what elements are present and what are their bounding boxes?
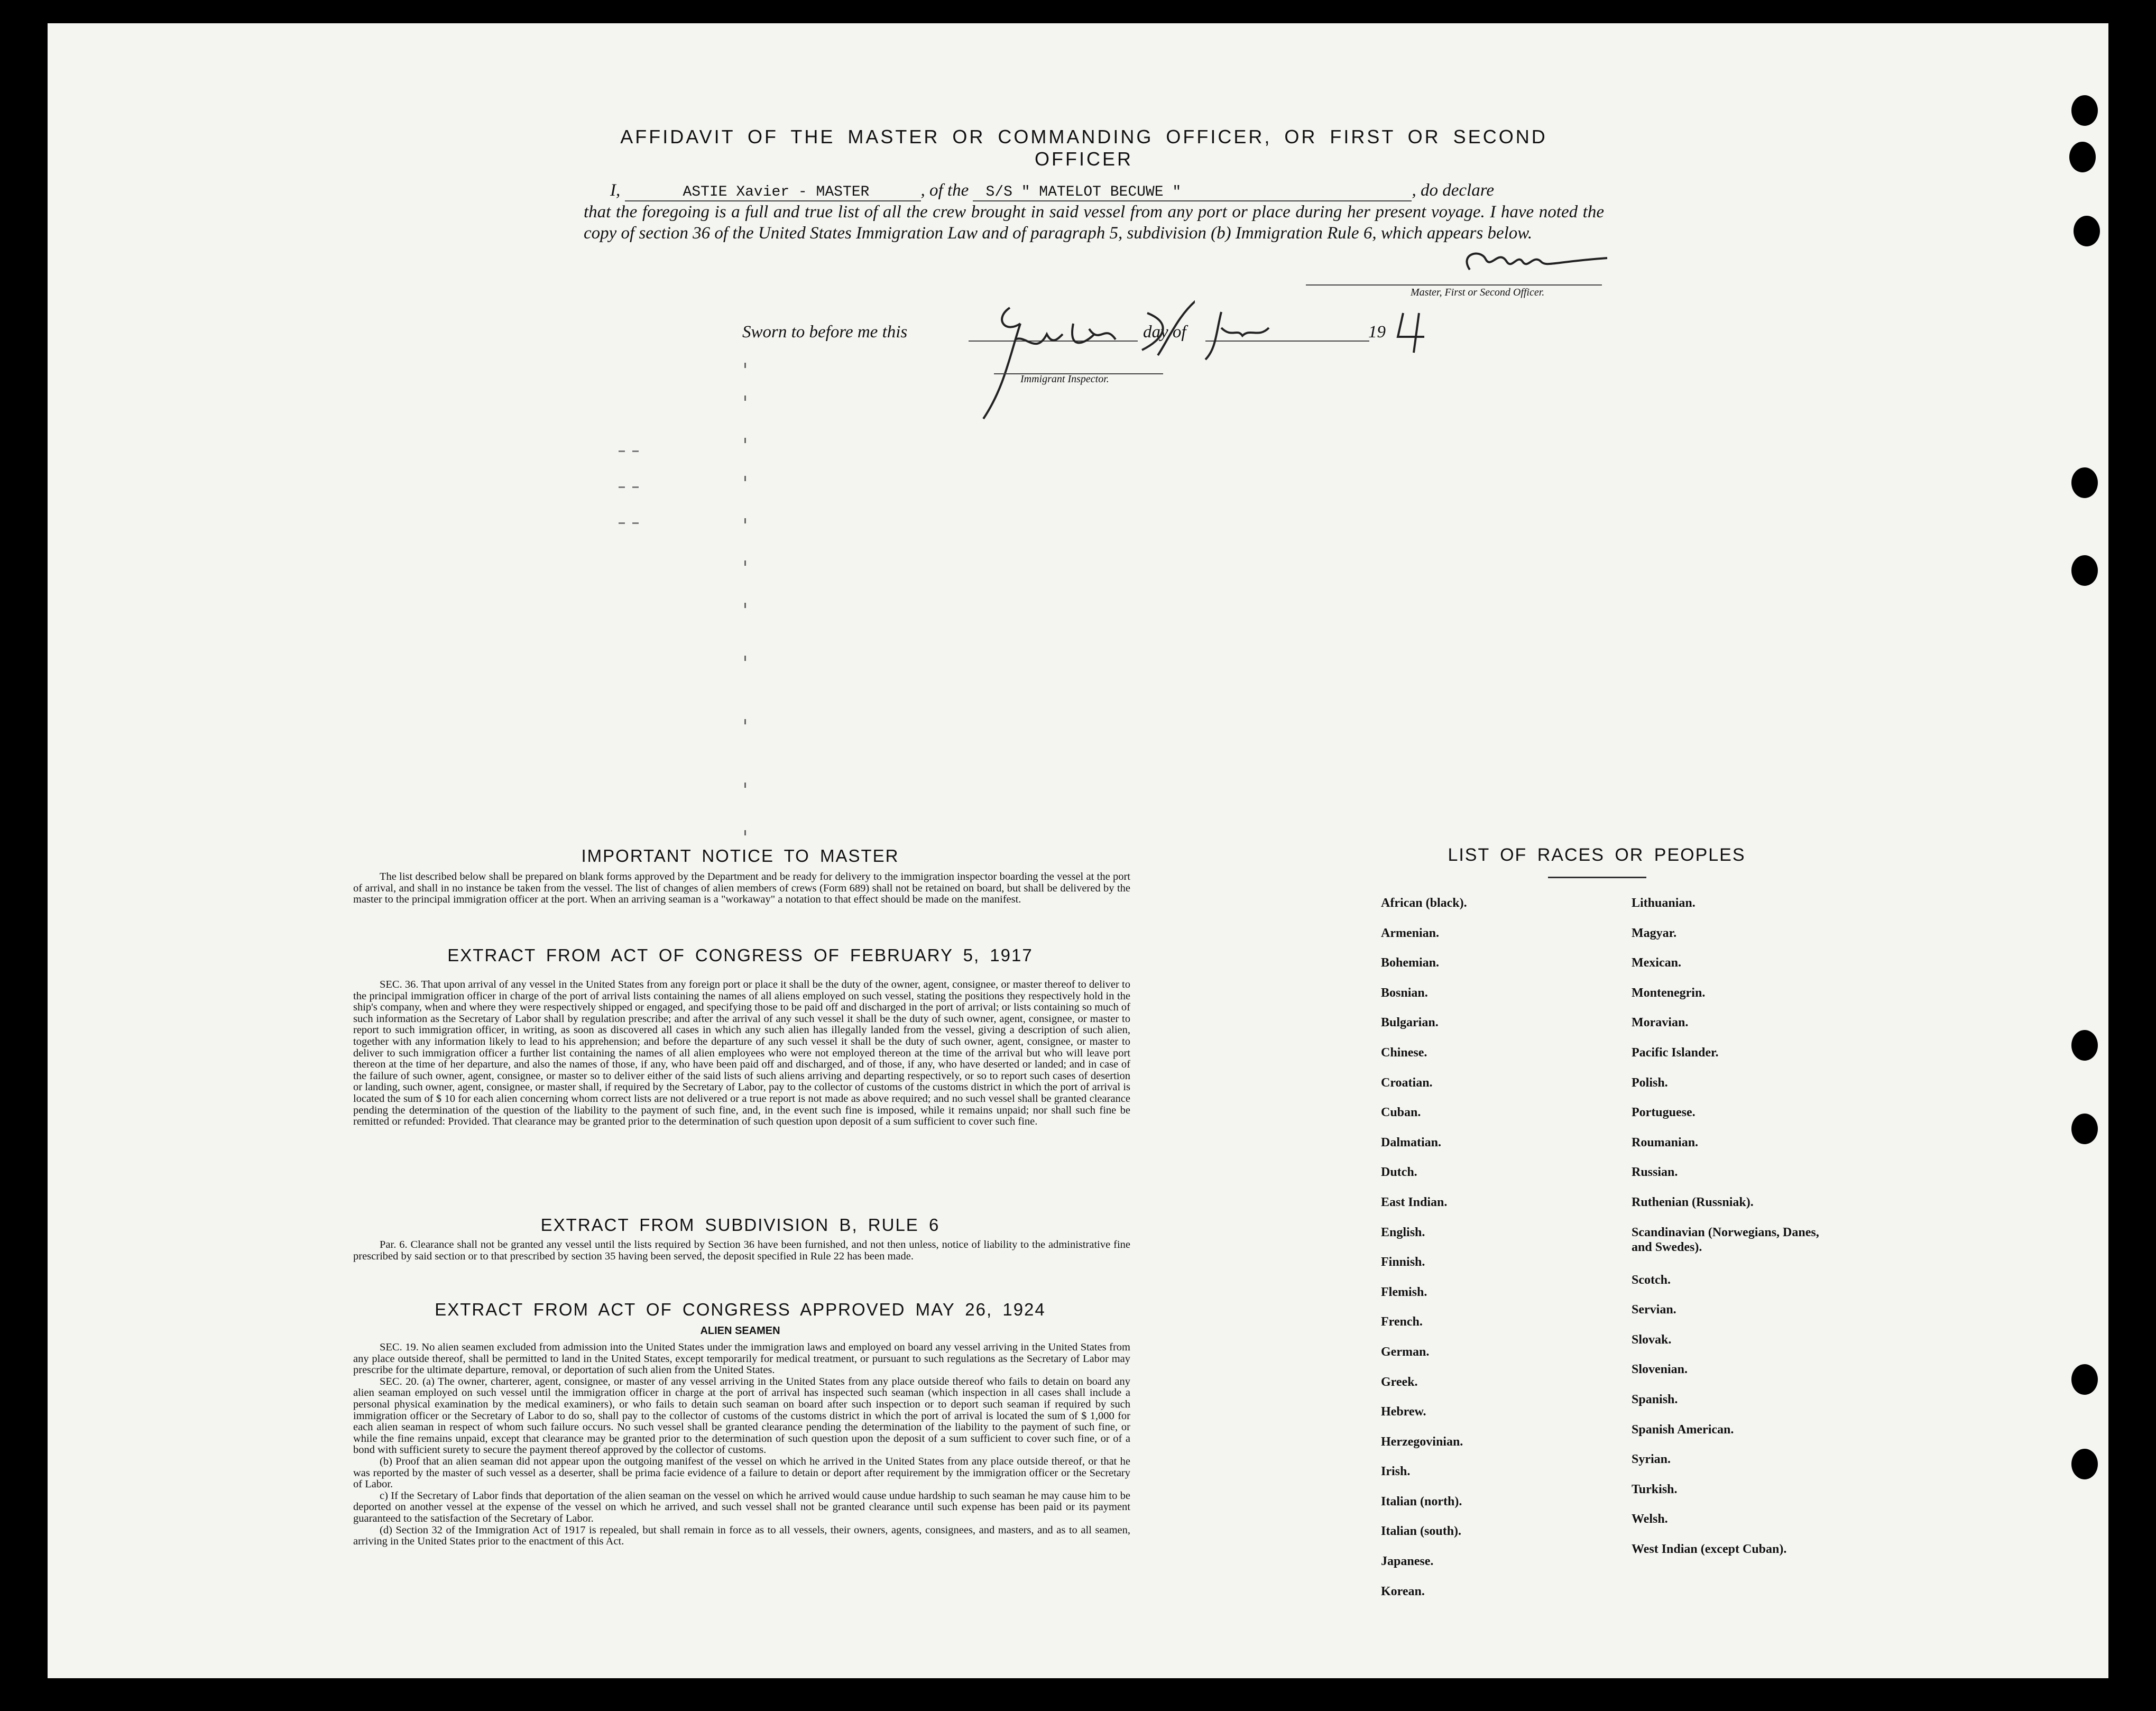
race-item: Bosnian. (1381, 986, 1428, 1000)
race-item: Croatian. (1381, 1075, 1433, 1090)
notice-text: The list described below shall be prepared on blank forms approved by the Department and be ready for delivery to the immigration inspector boarding the vessel at the port of arrival, and shall in no instance be taken from the vessel. The list of changes of alien members of crews (Form 689) shall not be retained on board, but shall be delivered by the master to the principal immigration officer at the port. When an arriving seaman is a "workaway" a notation to that effect should be made on the manifest. (353, 871, 1130, 906)
race-item: Mexican. (1632, 956, 1681, 970)
races-title: LIST OF RACES OR PEOPLES (1448, 845, 1746, 865)
race-item: Portuguese. (1632, 1106, 1696, 1120)
race-item: Roumanian. (1632, 1135, 1699, 1149)
margin-mark (744, 363, 746, 368)
declaration-body: that the foregoing is a full and true list of all the crew brought in said vessel from any port or place during her present voyage. I have noted the copy of section 36 of the United States Immigration Law and of paragraph 5, subdivision (b) Immigration Rule 6, which appears below. (584, 203, 1604, 243)
race-item: Japanese. (1381, 1554, 1434, 1569)
race-item: Magyar. (1632, 926, 1677, 940)
race-item: Welsh. (1632, 1512, 1668, 1526)
affidavit-title: AFFIDAVIT OF THE MASTER OR COMMANDING OFFICER, OR FIRST OR SECOND OFFICER (620, 126, 1547, 170)
margin-mark (744, 830, 746, 835)
punch-hole (2071, 1030, 2098, 1061)
race-item: Hebrew. (1381, 1405, 1426, 1419)
race-item: Scandinavian (Norwegians, Danes, and Swedes). (1632, 1225, 1819, 1254)
race-item: Flemish. (1381, 1285, 1427, 1299)
race-item: Scotch. (1632, 1273, 1671, 1287)
margin-mark (632, 486, 639, 488)
margin-mark (744, 395, 746, 401)
race-item: Irish. (1381, 1465, 1411, 1479)
margin-mark (744, 438, 746, 443)
sec-19: SEC. 19. No alien seamen excluded from admission into the United States under the immigration laws and employed on board any vessel arriving in the United States from any place outside thereof, shall be permitted to land in the United States, except temporarily for medical treatment, or pursuant to such regulations as the Secretary of Labor may prescribe for the ultimate departure, removal, or deportation of such alien from the United States. (353, 1341, 1130, 1376)
margin-mark (632, 522, 639, 524)
extract-1924-text (353, 1342, 1130, 1548)
race-item: Polish. (1632, 1075, 1668, 1090)
year-text: 19 (1368, 323, 1386, 342)
punch-hole (2071, 1364, 2098, 1395)
vessel-name-field: S/S " MATELOT BECUWE " (973, 185, 1412, 201)
punch-hole (2074, 216, 2100, 246)
notice-title: IMPORTANT NOTICE TO MASTER (581, 846, 899, 866)
race-item: Dutch. (1381, 1165, 1417, 1180)
margin-mark (744, 476, 746, 481)
race-item: Cuban. (1381, 1106, 1421, 1120)
races-title-underline (1548, 877, 1646, 878)
race-item: Chinese. (1381, 1045, 1427, 1060)
affidavit-text (584, 180, 1604, 244)
race-item: Syrian. (1632, 1452, 1671, 1467)
race-item: French. (1381, 1315, 1423, 1329)
extract-1924-title: EXTRACT FROM ACT OF CONGRESS APPROVED MAY 26, 1924 (435, 1300, 1046, 1319)
margin-mark (744, 603, 746, 608)
race-item: Turkish. (1632, 1482, 1678, 1496)
declaration-line: I, ASTIE Xavier - MASTER , of the S/S " MATELOT BECUWE " , do declare (610, 181, 1494, 200)
month-handwriting (1200, 307, 1285, 365)
punch-hole (2069, 142, 2096, 172)
race-item: Ruthenian (Russniak). (1632, 1195, 1754, 1209)
sec-20d: (d) Section 32 of the Immigration Act of 1917 is repealed, but shall remain in force as to all vessels, their owners, agents, consignees, and masters, and as to all seamen, arriving in the United States prior to the enactment of this Act. (353, 1524, 1130, 1548)
margin-mark (744, 560, 746, 566)
master-name-field: ASTIE Xavier - MASTER (625, 185, 921, 201)
inspector-caption: Immigrant Inspector. (1020, 373, 1109, 385)
race-item: Servian. (1632, 1303, 1676, 1317)
race-item: Armenian. (1381, 926, 1439, 940)
margin-mark (632, 450, 639, 452)
races-column-1 (1381, 896, 1603, 1614)
race-item: Pacific Islander. (1632, 1045, 1719, 1060)
race-item: East Indian. (1381, 1195, 1448, 1209)
punch-hole (2071, 95, 2098, 126)
margin-mark (744, 656, 746, 661)
signature-caption: Master, First or Second Officer. (1411, 287, 1545, 298)
day-of-text: day of (1143, 323, 1186, 342)
race-item: Spanish American. (1632, 1422, 1734, 1437)
extract-rule6-title: EXTRACT FROM SUBDIVISION B, RULE 6 (540, 1215, 940, 1235)
race-item: Slovenian. (1632, 1363, 1688, 1377)
race-item: Italian (south). (1381, 1524, 1462, 1539)
race-item: Russian. (1632, 1165, 1678, 1180)
margin-mark (744, 518, 746, 523)
punch-hole (2071, 555, 2098, 586)
margin-mark (619, 486, 625, 488)
race-item: Italian (north). (1381, 1494, 1462, 1508)
races-column-2 (1632, 896, 1822, 1571)
margin-mark (744, 783, 746, 788)
extract-1917-text: SEC. 36. That upon arrival of any vessel in the United States from any foreign port or place it shall be the duty of the owner, agent, consignee, or master thereof to deliver to the principal immigration officer in charge of the port of arrival lists containing the names of all aliens employed on such vessel, stating the positions they respectively hold in the ship's company, when and where they were respectively shipped or engaged, and specifying those to be paid off and discharged in the port of arrival; or lists containing so much of such information as the Secretary of Labor shall by regulation prescribe; and after the arrival of any such vessel it shall be the duty of such owner, agent, consignee, or master to report to such immigration officer, in writing, as soon as discovered all cases in which any such alien has illegally landed from the vessel, giving a description of such alien, together with any information likely to lead to his apprehension; and before the departure of any such vessel it shall be the duty of such owner, agent, consignee, or master to deliver to such immigration officer a further list containing the names of all alien employees who were not employed thereon at the time of the arrival but who will leave port thereon at the time of her departure, and also the names of those, if any, who have been paid off and discharged, and of those, if any, who have deserted or landed; and in case of the failure of such owner, agent, consignee, or master so to deliver either of the said lists of such aliens arriving and departing respectively, or so to report such cases of desertion or landing, such owner, agent, consignee, or master shall, if required by the Secretary of Labor, pay to the collector of customs of the customs district in which the port of arrival is located the sum of $ 10 for each alien concerning whom correct lists are not delivered or a true report is not made as above required; and no such vessel shall be granted clearance pending the determination of the question of the liability to the payment of such fine, and, in the event such fine is imposed, while it remains unpaid; nor shall such fine be remitted or refunded: Provided. That clearance may be granted prior to the determination of such question upon deposit of a sum sufficient to cover such fine. (353, 979, 1130, 1128)
year-handwriting (1393, 308, 1435, 355)
race-item: Dalmatian. (1381, 1135, 1441, 1149)
race-item: Finnish. (1381, 1255, 1425, 1270)
race-item: Montenegrin. (1632, 986, 1706, 1000)
margin-mark (619, 450, 625, 452)
extract-rule6-text: Par. 6. Clearance shall not be granted any vessel until the lists required by Section 36 have been furnished, and not then unless, notice of liability to the administrative fine prescribed by said section or to that prescribed by section 35 having been served, the deposit specified in Rule 22 has been made. (353, 1239, 1130, 1262)
margin-mark (744, 719, 746, 724)
extract-1917-title: EXTRACT FROM ACT OF CONGRESS OF FEBRUARY 5, 1917 (447, 945, 1033, 965)
sec-20c: c) If the Secretary of Labor finds that deportation of the alien seaman on the vessel on which he arrived would cause undue hardship to such seaman he may cause him to be deported on another vessel at the expense of the vessel on which he arrived, and such vessel shall not be granted clearance until such expense has been paid or its payment guaranteed to the satisfaction of the Secretary of Labor. (353, 1489, 1130, 1524)
race-item: Lithuanian. (1632, 896, 1696, 910)
race-item: West Indian (except Cuban). (1632, 1542, 1787, 1556)
punch-hole (2071, 1449, 2098, 1479)
race-item: Greek. (1381, 1375, 1418, 1389)
race-item: Spanish. (1632, 1392, 1678, 1406)
sec-20b: (b) Proof that an alien seaman did not appear upon the outgoing manifest of the vessel on which he arrived in the United States from any place outside thereof, or that he was reported by the master of such vessel as a deserter, shall be prima facie evidence of a failure to detain or deport after requirement by the immigration officer or the Secretary of Labor. (353, 1455, 1130, 1491)
race-item: Slovak. (1632, 1332, 1672, 1347)
race-item: Bulgarian. (1381, 1016, 1439, 1030)
race-item: Bohemian. (1381, 956, 1440, 970)
punch-hole (2071, 1114, 2098, 1144)
sec-20a: SEC. 20. (a) The owner, charterer, agent, consignee, or master of any vessel arriving in the United States from any place outside thereof who fails to detain on board any alien seaman employed on such vessel until the immigration officer in charge at the port of arrival has inspected such seaman (which inspection in all cases shall include a personal physical examination by the medical examiners), or who fails to detain such seaman on board after such inspection or to deport such seaman if required by such immigration officer or the Secretary of Labor to do so, shall pay to the collector of customs of the customs district in which the port of arrival is located the sum of $ 1,000 for each alien seaman in respect of whom such failure occurs. No such vessel shall be granted clearance pending the determination of the liability to the payment of such fine, or while the fine remains unpaid, except that clearance may be granted prior to the determination of such question upon the deposit of a sum sufficient to cover such fine, or of a bond with sufficient surety to secure the payment thereof approved by the collector of customs. (353, 1375, 1130, 1456)
race-item: German. (1381, 1345, 1430, 1359)
race-item: African (black). (1381, 896, 1467, 910)
race-item: Moravian. (1632, 1016, 1689, 1030)
punch-hole (2071, 467, 2098, 498)
race-item: English. (1381, 1225, 1425, 1239)
margin-mark (619, 522, 625, 524)
race-item: Korean. (1381, 1584, 1425, 1598)
signature-line (1306, 284, 1602, 286)
inspector-signature (973, 292, 1195, 424)
sworn-text: Sworn to before me this (742, 323, 908, 342)
alien-seamen-heading: ALIEN SEAMEN (700, 1325, 780, 1337)
race-item: Herzegovinian. (1381, 1434, 1463, 1449)
master-signature (1449, 238, 1628, 286)
